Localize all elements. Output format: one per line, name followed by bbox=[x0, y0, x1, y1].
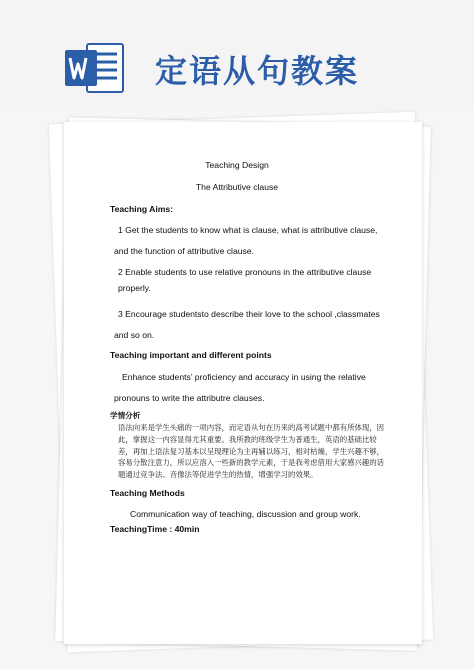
points-title: Teaching important and different points bbox=[110, 350, 272, 360]
aim-3-line-2: and so on. bbox=[114, 330, 155, 340]
doc-subheading: The Attributive clause bbox=[195, 182, 279, 192]
doc-heading: Teaching Design bbox=[205, 160, 269, 170]
analysis-title: 学情分析 bbox=[110, 411, 141, 420]
header-banner bbox=[0, 0, 474, 110]
page-title: 定语从句教案 bbox=[155, 52, 360, 90]
points-line-1: Enhance students’ proficiency and accuracy in using the relative bbox=[122, 372, 366, 382]
aim-2-line-2: properly. bbox=[118, 283, 151, 293]
methods-text: Communication way of teaching, discussion and group work. bbox=[130, 509, 361, 519]
aims-title: Teaching Aims: bbox=[110, 204, 174, 214]
methods-title: Teaching Methods bbox=[110, 488, 185, 498]
aim-3-line-1: 3 Encourage studentsto describe their love to the school ,classmates bbox=[118, 309, 380, 319]
aim-1-line-1: 1 Get the students to know what is clause, what is attributive clause, bbox=[118, 225, 378, 235]
analysis-paragraph: 语法向来是学生头痛的一项内容，而定语从句在历来的高考试题中都有所体现，因此，掌握这一内容显得尤其重要。我所教的班级学生为普通生，英语的基础比较差，再加上语法复习基本以呈现理论为主再辅以练习，相对枯燥，学生兴趣不够，容易分散注意力，所以应溶入一些新的教学元素，于是我考虑借用大家感兴趣的话题通过竞争法、音像法等促进学生的热情，增强学习的效果。 bbox=[118, 423, 385, 480]
aim-1-line-2: and the function of attributive clause. bbox=[114, 246, 254, 256]
aim-2-line-1: 2 Enable students to use relative pronouns in the attributive clause bbox=[118, 267, 372, 277]
teaching-time: TeachingTime : 40min bbox=[110, 524, 200, 534]
word-document-icon bbox=[65, 40, 125, 96]
points-line-2: pronouns to write the attributre clauses. bbox=[114, 393, 265, 403]
document-page bbox=[64, 122, 422, 644]
